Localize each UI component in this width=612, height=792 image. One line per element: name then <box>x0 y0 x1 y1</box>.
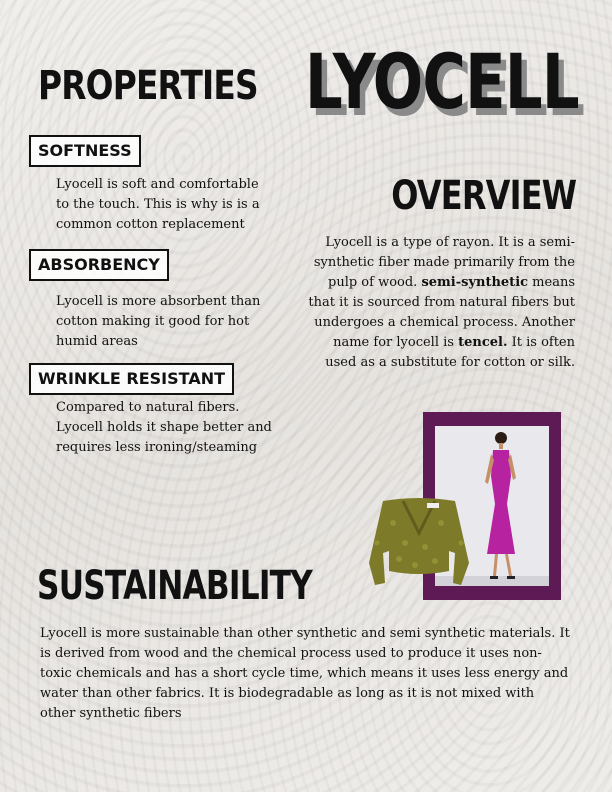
sustainability-paragraph: Lyocell is more sustainable than other synthetic and semi synthetic materials. It is derived from wood and the chemical process used to produce it uses non-toxic chemicals and has a short cycle time, which means it uses less energy and water than other fabrics. It is biodegradable as long as it is not mixed with other synthetic fibers <box>40 626 570 721</box>
page-title: LYOCELL <box>305 37 579 126</box>
overview-bold-semi-synthetic: semi-synthetic <box>421 275 529 290</box>
absorbency-description: Lyocell is more absorbent than cotton making it good for hot humid areas <box>56 294 261 349</box>
overview-text-part3: It is often used as a substitute for cotton or silk. <box>325 335 575 370</box>
overview-bold-tencel: tencel. <box>458 335 508 350</box>
overview-text-part1: Lyocell is a type of rayon. It is a semi-synthetic fiber made primarily from the pulp of wood. <box>313 235 575 290</box>
softness-label: SOFTNESS <box>29 135 141 167</box>
softness-description: Lyocell is soft and comfortable to the touch. This is why is is a common cotton replacement <box>56 177 260 232</box>
overview-heading: OVERVIEW <box>390 173 576 219</box>
sweater-image <box>365 493 473 589</box>
absorbency-label: ABSORBENCY <box>29 249 169 281</box>
sustainability-heading: SUSTAINABILITY <box>37 563 312 609</box>
properties-heading: PROPERTIES <box>38 63 258 109</box>
wrinkle-resistant-description: Compared to natural fibers. Lyocell holds it shape better and requires less ironing/steaming <box>56 400 272 455</box>
overview-text-part2: means that it is sourced from natural fibers but undergoes a chemical process. Another name for lyocell is <box>308 275 575 350</box>
overview-paragraph <box>307 233 575 373</box>
wrinkle-resistant-label: WRINKLE RESISTANT <box>29 363 234 395</box>
